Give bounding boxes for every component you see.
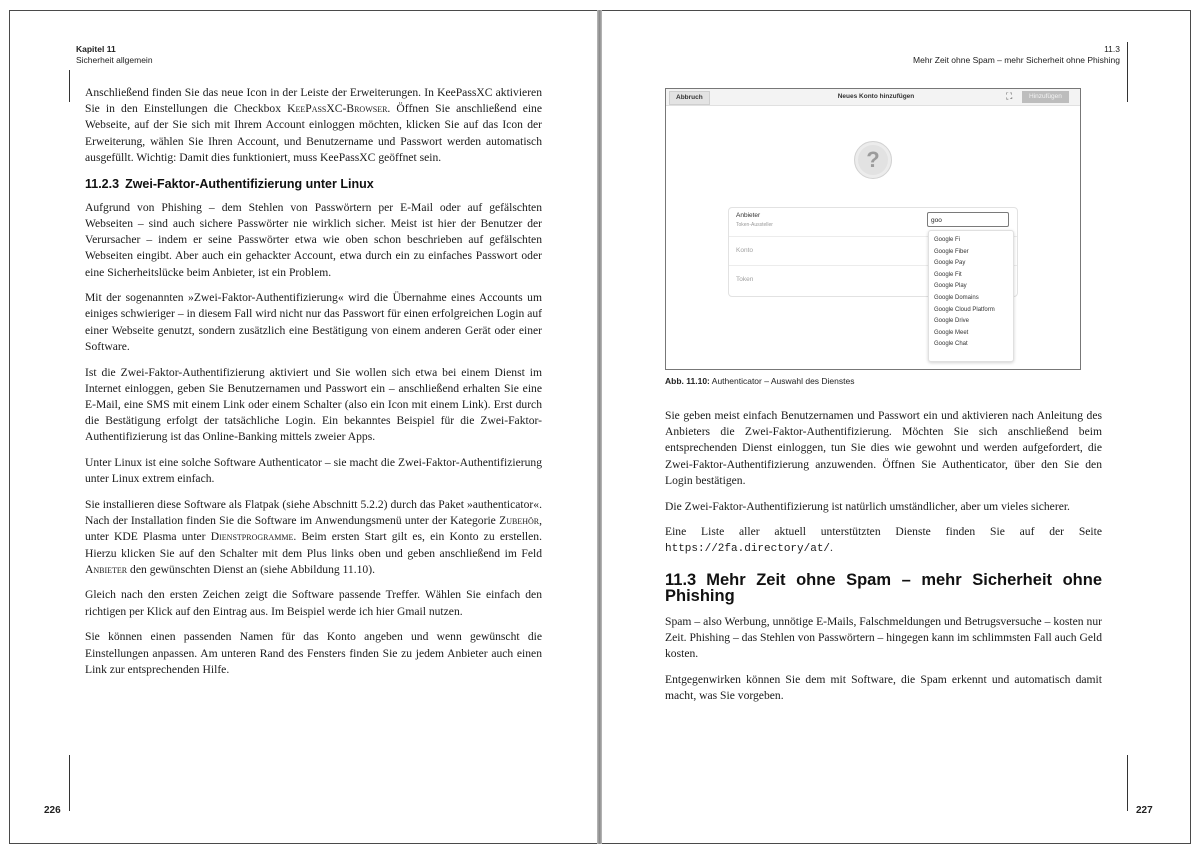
suggestion-item[interactable]: Google Cloud Platform — [934, 306, 995, 313]
token-field[interactable]: Token — [736, 276, 754, 283]
suggestion-item[interactable]: Google Drive — [934, 318, 970, 325]
section-number: 11.2.3 — [85, 176, 120, 191]
authenticator-screenshot — [665, 88, 1081, 370]
frame-line — [1190, 10, 1191, 844]
right-page — [602, 10, 1190, 844]
right-body — [665, 408, 1102, 714]
caption-label: Abb. 11.10: — [665, 376, 710, 386]
running-head-title: Mehr Zeit ohne Spam – mehr Sicherheit ohne Phishing — [913, 55, 1120, 65]
provider-suggestions — [928, 230, 1014, 362]
suggestion-item[interactable]: Google Chat — [934, 341, 968, 348]
running-head-right — [913, 44, 1120, 66]
text-run: , unter KDE Plasma unter — [85, 514, 542, 544]
paragraph: Unter Linux ist eine solche Software Authenticator – sie macht die Zwei-Faktor-Authentifizierung unter Linux extrem einfach. — [85, 456, 542, 486]
paragraph: Spam – also Werbung, unnötige E-Mails, Falschmeldungen und Betrugsversuche – kosten nur Zeit. Phishing – das Stehlen von Passwörtern – hingegen kann im schlimmsten Fall auch Geld kosten. — [665, 615, 1102, 661]
text-run: . Öffnen Sie anschließend eine Webseite, auf der Sie sich mit Ihrem Account einloggen möchten, klicken Sie auf das Icon der Erweiterung, wählen Sie Ihren Account, und Benutzername und Passwort werden automatisch ausgefüllt. Wichtig: Damit dies funktioniert, muss KeePassXC geöffnet sein. — [85, 102, 542, 164]
provider-sublabel: Token-Aussteller — [736, 222, 773, 228]
text-run: Anschließend finden Sie das neue Icon in der Leiste der Erweiterungen. In KeePassXC aktivieren Sie in den Einstellungen die Checkbox — [85, 86, 542, 116]
account-field[interactable]: Konto — [736, 247, 753, 254]
suggestion-item[interactable]: Google Fi — [934, 237, 961, 243]
margin-rule — [69, 755, 70, 811]
section-title: Zwei-Faktor-Authentifizierung unter Linux — [125, 176, 374, 191]
suggestion-item[interactable]: Google Domains — [934, 294, 979, 301]
text-run: Eine Liste aller aktuell unterstützten Dienste finden Sie auf der Seite — [665, 525, 1102, 539]
page-number: 226 — [44, 805, 61, 816]
figure-caption — [665, 376, 854, 386]
left-body — [85, 85, 542, 688]
suggestion-item[interactable]: Google Play — [934, 283, 967, 290]
provider-placeholder-icon: ? — [854, 141, 892, 179]
text-run: Sie installieren diese Software als Flatpak (siehe Abschnitt 5.2.2) durch das Paket »authenticator«. Nach der Installation finden Sie die Software im Anwendungsmenü unter der Kategorie — [85, 497, 542, 528]
paragraph: Ist die Zwei-Faktor-Authentifizierung aktiviert und Sie wollen sich etwa bei einem Dienst im Internet einloggen, geben Sie Benutzernamen und Passwort ein – anschließend erhalten Sie eine E-Mail, eine SMS mit einem Link oder einem Schalter (also ein Icon mit einem Link). Erst durch die Bestätigung erfolgt der tatsächliche Login. Ein bekanntes Beispiel für die Zwei-Faktor-Authentifizierung ist das Online-Banking mittels zweier Apps. — [85, 365, 542, 444]
provider-label: Anbieter — [736, 212, 761, 219]
suggestion-item[interactable]: Google Pay — [934, 260, 966, 267]
directory-link[interactable]: https://2fa.directory/at/ — [665, 543, 831, 556]
add-button[interactable]: Hinzufügen — [1022, 91, 1069, 103]
text-run: . Beim ersten Start gilt es, ein Konto zu erstellen. Hierzu klicken Sie auf den Schalter mit dem Plus links oben und geben anschließend im Feld — [85, 530, 542, 560]
paragraph — [85, 85, 542, 166]
section-heading — [85, 176, 542, 192]
dialog-header — [666, 89, 1080, 106]
cancel-button[interactable]: Abbruch — [669, 91, 710, 105]
running-head-title: Sicherheit allgemein — [76, 55, 153, 65]
paragraph: Gleich nach den ersten Zeichen zeigt die Software passende Treffer. Wählen Sie einfach den richtigen per Klick auf den Eintrag aus. Im Beispiel werde ich hier Gmail nutzen. — [85, 588, 542, 618]
paragraph: Entgegenwirken können Sie dem mit Software, die Spam erkennt und automatisch damit macht, was Sie vorgeben. — [665, 673, 1102, 703]
paragraph — [665, 524, 1102, 557]
page-number: 227 — [1136, 805, 1153, 816]
paragraph: Die Zwei-Faktor-Authentifizierung ist natürlich umständlicher, aber um vieles sicherer. — [665, 499, 1070, 513]
paragraph: Mit der sogenannten »Zwei-Faktor-Authentifizierung« wird die Übernahme eines Accounts um einiges schwieriger – in diesem Fall wird nicht nur das Passwort für einen erfolgreichen Login auf einer Webseite genutzt, sondern zusätzlich eine Bestätigung von einem anderen Gerät oder einer Software. — [85, 291, 542, 353]
paragraph — [85, 497, 542, 578]
running-head-section: 11.3 — [1104, 44, 1120, 54]
suggestion-item[interactable]: Google Fiber — [934, 248, 969, 255]
margin-rule — [1127, 755, 1128, 811]
running-head-left — [76, 44, 153, 66]
left-page — [10, 10, 597, 844]
margin-rule — [69, 70, 70, 102]
section-heading — [665, 572, 1102, 604]
running-head-chapter: Kapitel 11 — [76, 44, 116, 54]
dialog-title: Neues Konto hinzufügen — [837, 93, 915, 100]
paragraph: Aufgrund von Phishing – dem Stehlen von Passwörtern per E-Mail oder auf gefälschten Webseiten – sind auch sichere Passwörter nie wirklich sicher. Meist ist hier der Benutzer der Verursacher – indem er seine Passwörter etwa wie oben schon beschrieben auf gefälschten Webseiten eingibt. Aber auch ein gehackter Account, etwa durch ein zu einfaches Passwort oder eine Sicherheitslücke beim Anbieter, ist ein Problem. — [85, 200, 542, 279]
text-run: den gewünschten Dienst an (siehe Abbildung 11.10). — [127, 562, 375, 576]
paragraph: Sie geben meist einfach Benutzernamen und Passwort ein und aktivieren nach Anleitung des Anbieters die Zwei-Faktor-Authentifizierung. Möchten Sie sich anschließend beim entsprechenden Dienst einloggen, tun Sie dies wie gewohnt und werden aufgefordert, die Zwei-Faktor-Authentifizierung anzuwenden. Öffnen Sie Authenticator, über den Sie den Login bestätigen. — [665, 409, 1102, 487]
caption-text: Authenticator – Auswahl des Dienstes — [709, 376, 855, 386]
section-number: 11.3 — [665, 570, 697, 589]
suggestion-item[interactable]: Google Fit — [934, 271, 962, 278]
margin-rule — [1127, 42, 1128, 102]
provider-input[interactable]: goo — [927, 212, 1009, 227]
section-title: Mehr Zeit ohne Spam – mehr Sicherheit ohne Phishing — [665, 570, 1102, 605]
suggestion-item[interactable]: Google Meet — [934, 329, 969, 336]
ui-term: Zubehör — [499, 514, 540, 528]
ui-term: KeePassXC-Browser — [287, 102, 388, 116]
scan-qr-icon[interactable]: ⛶ — [1006, 91, 1013, 101]
ui-term: Anbieter — [85, 562, 128, 576]
text-run: . — [830, 541, 833, 555]
paragraph: Sie können einen passenden Namen für das Konto angeben und wenn gewünscht die Einstellungen anpassen. Am unteren Rand des Fensters finden Sie zu jedem Anbieter auch einen Link zur entsprechenden Hilfe. — [85, 630, 542, 676]
ui-term: Dienstprogramme — [210, 530, 294, 544]
